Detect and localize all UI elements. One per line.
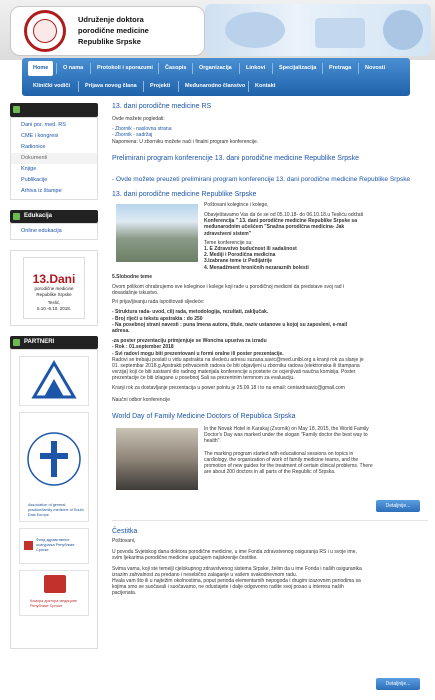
partners-box: [10, 349, 98, 649]
body-line: - Svi radovi mogu biti prezentovani u formi oralne ili poster prezentacije.: [112, 350, 284, 357]
org-line-1: Udruženje doktora: [78, 15, 144, 24]
intro-line: Teme konferencije su:: [204, 239, 253, 246]
book-icon: [13, 213, 20, 220]
komora-emblem-icon: [44, 575, 66, 593]
section-title[interactable]: Prelimirani program konferencije 13. dani porodične medicine Republike Srpske: [112, 154, 360, 162]
nav-pretraga[interactable]: Pretraga: [329, 65, 352, 71]
partner-logo-fzo-rs[interactable]: [19, 528, 89, 564]
flyer-line: Republike Srpske: [36, 292, 72, 297]
intro-line: Konferencija " 13. dani porodične medicine Republike Srpske sa: [204, 218, 357, 225]
main-content: [112, 103, 428, 597]
nav-separator: [322, 63, 323, 74]
banner-shape: [383, 10, 423, 50]
body-line: - Struktura rada- uvod, cilj rada, metodologija, rezultati, zaključak.: [112, 309, 269, 316]
partners-icon: [13, 339, 20, 346]
sidebar-item-radionice[interactable]: Radionice: [21, 144, 46, 150]
nav-separator: [239, 63, 240, 74]
details-button[interactable]: Detaljnije...: [376, 678, 420, 690]
section-title[interactable]: 13. dani porodične medicine Republike Srpske: [112, 190, 257, 198]
news-line: The marking program started with educational sessions on topics in: [204, 450, 354, 457]
sidebar-item-dani[interactable]: Dani por. med. RS: [21, 122, 66, 128]
nav-novosti[interactable]: Novosti: [365, 65, 386, 71]
body-line: -za poster prezentaciju primjenjuje se Woncina upustva za izradu: [112, 338, 267, 345]
cestitka-line: kojima smo se suočavali i suočavamo, ne odustajete i dalje odgovorno radite svoj posao u interesu naših: [112, 584, 344, 591]
nav-linkovi[interactable]: Linkovi: [246, 65, 266, 71]
left-sidebar: [10, 103, 98, 649]
nav-protokoli[interactable]: Protokoli i sporazumi: [97, 65, 153, 71]
flyer-line: 5.10.-6.10. 2018.: [36, 306, 72, 311]
flyer-title: 13.Dani: [32, 272, 76, 286]
zbornik-sadrzaj-link[interactable]: - Zbornik - sadržaj: [112, 132, 153, 139]
body-line: Naučni odbor konferencije: [112, 396, 171, 403]
news-line: Doctor's Day was marked under the slogan "Family doctor the best way to: [204, 432, 368, 439]
nav-klinicki-vodici[interactable]: Klinički vodiči: [33, 83, 70, 89]
divider: [112, 520, 428, 521]
folder-icon: [13, 106, 20, 113]
nav-kontakt[interactable]: Kontakt: [255, 83, 276, 89]
news-line: cardiology, the organization of work of family medicine teams, and the: [204, 456, 359, 463]
association-logo[interactable]: [24, 10, 66, 52]
section-text: Ovde možete pogledati:: [112, 116, 165, 122]
sidebar-item-publikacije[interactable]: Publikacije: [21, 177, 48, 183]
nav-separator: [90, 63, 91, 74]
program-download-link[interactable]: - Ovde možete preuzeti prelimirani program konferencije 13. dani porodične medicine Republike Srpske: [112, 175, 411, 183]
nav-home[interactable]: Home: [28, 61, 53, 76]
fzo-emblem-icon: [24, 541, 33, 550]
zbornik-naslovna-link[interactable]: - Zbornik - naslovna strana: [112, 126, 172, 133]
nav-separator: [248, 81, 249, 92]
nav-separator: [192, 63, 193, 74]
section-title[interactable]: World Day of Family Medicine Doctors of Republica Srpska: [112, 413, 296, 421]
body-line: 01. septembar 2018.g.Apstrakti prihvaćenih radova će biti objavljeni u zborniku radova (elektronska ili štampana: [112, 363, 360, 370]
partner-caption: Фонд здравственог осигурања Републике Српске: [36, 538, 75, 552]
news-text: [204, 426, 426, 475]
partners-header: [10, 336, 98, 349]
sidebar-header: [10, 103, 98, 117]
body-line: Pri prijavljivanju rada ispoštovati sljedeće:: [112, 299, 205, 306]
cestitka-line: izrazim zahvalnost za predano i nesebično zalaganje u vašem svakodnevnom radu.: [112, 571, 298, 578]
section-title[interactable]: 13. dani porodične medicine RS: [112, 103, 212, 110]
nav-projekti[interactable]: Projekti: [150, 83, 171, 89]
body-line: - Na posebnoj strani navesti : puna imena autora, titule, naziv ustanove u kojoj su zaposleni, e-mail: [112, 321, 348, 328]
sidebar-item-cme[interactable]: CME i kongresi: [21, 133, 59, 139]
main-navigation: [22, 58, 410, 96]
cestitka-line: pacijenata.: [112, 590, 137, 597]
nav-separator: [358, 63, 359, 74]
edukacija-title: Edukacija: [24, 213, 53, 219]
nav-separator: [56, 63, 57, 74]
edukacija-header: [10, 210, 98, 223]
conference-flyer[interactable]: [23, 257, 85, 319]
org-line-2: porodične medicine: [78, 26, 149, 35]
partners-title: PARTNERI: [24, 339, 55, 345]
body-line: dosadašnje iskustvo.: [112, 290, 159, 297]
site-header: [0, 0, 435, 60]
hotel-photo: [116, 204, 198, 262]
news-item-world-day: [112, 424, 428, 536]
partner-logo-wonca[interactable]: [19, 356, 89, 406]
banner-shape: [315, 18, 365, 48]
partner-caption: Комора доктора медицине Републике Српске: [30, 599, 77, 608]
nav-separator: [78, 81, 79, 92]
body-line: prezentacije će biti izlagane u posebnoj Sali sa prezentnim termnom za evaluaciju.: [112, 375, 295, 382]
intro-line: 5.Slobodne teme: [112, 273, 153, 280]
body-line: Ovom prilikom ohrabrujemo sve kolegince i kolege koji rade u porodičnoj medicini da predstave svoj rad i: [112, 283, 345, 290]
flyer-line: Teslić,: [47, 300, 61, 305]
nav-specijalizacija[interactable]: Specijalizacija: [279, 65, 317, 71]
edukacija-menu: [10, 223, 98, 240]
partner-logo-komora[interactable]: [19, 570, 89, 616]
intro-line: 2. Mediji i Porodična medicina: [204, 252, 276, 259]
intro-line: međunarodnim učešćem "Snažna porodična medicina- Jak: [204, 224, 345, 231]
section-text: Napomena: U zborniku možete naći i finalni program konferencije.: [112, 138, 259, 145]
nav-medjunarodno-clanstvo[interactable]: Međunarodno članstvo: [185, 83, 246, 89]
cestitka-line: Poštovani,: [112, 538, 136, 545]
flyer-line: porodične medicine: [34, 286, 74, 291]
intro-line: Poštovani kolegince i kolege,: [204, 201, 269, 208]
nav-separator: [178, 81, 179, 92]
sidebar-menu: [10, 117, 98, 200]
news-line: are about 200 doctors in all parts of the Republic of Srpska.: [204, 469, 336, 476]
news-line: promotion of new guides for the treatment of certain clinical problems. There: [204, 463, 373, 470]
intro-line: 4. Menadžment hroničnih nezaraznih bolesti: [204, 264, 309, 271]
body-line: - Broj riječi u tekstu apstrakta : do 250: [112, 315, 203, 322]
news-photo: [116, 428, 198, 490]
nav-prijava-clana[interactable]: Prijava novog člana: [85, 83, 137, 89]
banner-shape: [225, 12, 285, 48]
gp-fm-see-logo-icon: [20, 413, 88, 505]
intro-line: Obavještavamo Vas da će se od 05.10.18- do 06.10.18.u Tesliću održati: [204, 212, 364, 219]
partner-logo-gp-fm-see[interactable]: [19, 412, 89, 522]
nav-separator: [143, 81, 144, 92]
section-title[interactable]: Čestitka: [112, 528, 138, 536]
sidebar-item-knjige[interactable]: Knjige: [21, 166, 37, 172]
partner-caption: Association of general practice/family medicine of South East Europe: [28, 503, 84, 517]
nav-casopis[interactable]: Časopis: [165, 65, 187, 71]
intro-line: 1. E Zdravstvo budućnost ili sadašnost: [204, 246, 297, 253]
header-banner-image: [205, 4, 431, 56]
sidebar-item-online-edukacija[interactable]: Online edukacija: [21, 228, 62, 234]
cestitka-line: Svima vama, koji ste temelji cjelokupnog zdravstvenog sistema Srpske, želim da u ime Fonda i naših osiguranika: [112, 565, 362, 572]
conference-flyer-box: [10, 250, 98, 326]
logo-emblem: [33, 19, 57, 43]
news-line: In the Novak Hotel in Karakaj (Zvornik) on May 18, 2015, the World Family: [204, 426, 369, 433]
cestitka-line: Hvala vam što ili u najtežim okolnostima, poput perioda elementarnih nepogoda i drugim izazovnim periodima sa: [112, 578, 361, 585]
intro-line: zdravstveni sistem": [204, 230, 252, 237]
wonca-logo-icon: [20, 357, 88, 405]
cestitka-line: svim ljekarima porodične medicine upućujem najiskrenije čestitke.: [112, 555, 258, 562]
body-line: adresa.: [112, 328, 130, 335]
nav-separator: [272, 63, 273, 74]
body-line: Radovi se trebaju poslati u vidu apstrakta na sledeću adresu suzana.savic@med.unibl.org a kranji rok za slanje je: [112, 356, 364, 363]
sidebar-item-arhiva[interactable]: Arhiva iz štampe: [21, 188, 62, 194]
org-name: [78, 14, 149, 47]
body-line: - Rok : 01.september 2018: [112, 344, 174, 351]
org-line-3: Republike Srpske: [78, 37, 141, 46]
body-line: verzija) koji će biti sastavni dio radnog materijala konferencije a posterie će ocjenjivati naučna komisija. Poster: [112, 369, 356, 376]
body-line: Kranji rok za dostavljanje prezentacija u power pointu je 25.09.18 i to na email: centardrsavic@gmail.com: [112, 384, 345, 391]
nav-o-nama[interactable]: O nama: [63, 65, 84, 71]
conference-intro: [112, 202, 428, 284]
nav-organizacija[interactable]: Organizacija: [199, 65, 232, 71]
intro-text: [204, 202, 428, 271]
details-button[interactable]: Detaljnije...: [376, 500, 420, 512]
intro-line: 3.Izabrane teme iz Pedijatrije: [204, 258, 273, 265]
cestitka-line: U povodu Svjetskog dana doktora porodične medicine, u ime Fonda zdravstvenog osiguranja RS i u svoje ime,: [112, 549, 357, 556]
sidebar-item-dokumenti[interactable]: Dokumenti: [11, 153, 97, 164]
news-line: health".: [204, 438, 221, 445]
nav-separator: [158, 63, 159, 74]
